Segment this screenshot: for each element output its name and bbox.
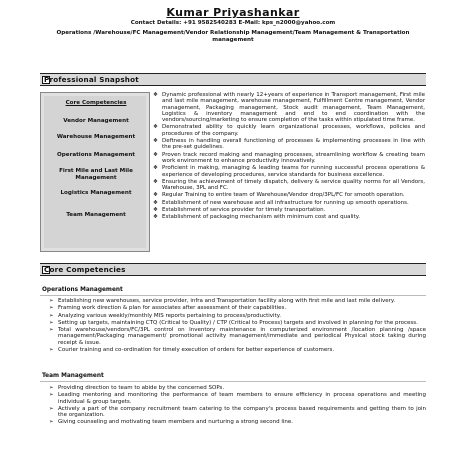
list-item: [49, 327, 426, 346]
list-item: [49, 298, 426, 304]
section-title-rest: ore Competencies: [49, 265, 126, 274]
list-item: [49, 385, 426, 391]
arrow-bullet-icon: ➢: [49, 298, 54, 304]
point-text: Regular Training to entire team of Warehouse/Vendor drop/3PL/FC for smooth operation.: [162, 192, 405, 199]
list-item: [49, 392, 426, 405]
list-item: [153, 165, 425, 178]
point-text: Actively a part of the company recruitment team catering to the company's process based requirements and getting them to join the organization.: [58, 405, 426, 419]
point-text: Ensuring the achievement of timely dispatch, delivery & service quality norms for all Vendors, Warehouse, 3PL and FC.: [162, 178, 425, 192]
arrow-bullet-icon: ➢: [49, 419, 54, 426]
arrow-bullet-icon: ➢: [49, 347, 54, 354]
list-item: [49, 419, 426, 426]
point-text: Demonstrated ability to quickly learn organizational processes, workflows, policies and procedures of the company.: [162, 124, 425, 137]
list-item: [49, 405, 426, 419]
point-text: Framing work direction & plan for associates after assessment of their capabilities.: [58, 305, 287, 312]
point-text: Giving counseling and motivating team members and nurturing a strong second line.: [58, 419, 293, 426]
competency-item: Warehouse Management: [56, 134, 136, 140]
diamond-bullet-icon: ❖: [153, 165, 158, 172]
team-points: [49, 385, 426, 427]
professional-snapshot: [40, 92, 426, 252]
arrow-bullet-icon: ➢: [49, 319, 54, 326]
point-text: Leading mentoring and monitoring the performance of team members to ensure efficiency in process operations and meeting individual & group targets.: [58, 392, 426, 405]
diamond-bullet-icon: ❖: [153, 124, 158, 131]
diamond-bullet-icon: ❖: [153, 178, 158, 185]
section-title: [44, 75, 139, 84]
competency-item: Logistics Management: [60, 190, 132, 196]
list-item: [153, 92, 425, 123]
point-text: Proficient in making, managing & leading teams for running successful process operations & experience of developing procedures, service standards for business excellence.: [162, 165, 425, 178]
list-item: [153, 138, 425, 151]
point-text: Total warehouse/vendors/FC/3PL control on Inventory maintenance in computerized environment /location planning /space management/Packaging management/ promotional activity management/immediate and periodical Physical stock taking during receipt & issue.: [58, 327, 426, 346]
core-competencies-header: [40, 263, 426, 276]
competency-heading: Core Competencies: [65, 100, 127, 106]
diamond-bullet-icon: ❖: [153, 92, 158, 98]
divider: [40, 295, 426, 296]
professional-snapshot-header: [40, 73, 426, 86]
competency-item: Vendor Management: [63, 118, 129, 124]
competency-item: Operations Management: [57, 152, 135, 158]
divider: [40, 381, 426, 382]
list-item: [153, 214, 425, 220]
point-text: Setting up targets, maintaining CTQ (Critical to Quality) / CTP (Critical to Process) targets and involved in planning for the process.: [58, 319, 418, 326]
snapshot-points: [153, 92, 425, 222]
list-item: [153, 179, 425, 192]
arrow-bullet-icon: ➢: [49, 327, 54, 334]
competency-item: First Mile and Last Mile Management: [59, 168, 133, 181]
competency-sidebar-inner: [44, 96, 146, 248]
arrow-bullet-icon: ➢: [49, 392, 54, 399]
section-title-rest: rofessional Snapshot: [49, 75, 139, 84]
profile-headline: Operations /Warehouse/FC Management/Vendor Relationship Management/Team Management & Transportation management: [56, 30, 410, 43]
point-text: Establishment of new warehouse and all infrastructure for running up smooth operations.: [162, 199, 409, 206]
list-item: [153, 124, 425, 137]
diamond-bullet-icon: ❖: [153, 207, 158, 214]
point-text: Dynamic professional with nearly 12+years of experience in Transport management, First mile and last mile management, warehouse management, Fulfillment Centre management, Vendor management, Packaging management, Stock audit management, Team Management, Logistics & inventory management and end to end coordination with the vendors/sourcing/marketing to ensure completion of the tasks within stipulated time frame.: [162, 92, 425, 124]
list-item: [153, 192, 425, 198]
point-text: Analyzing various weekly/monthly MIS reports pertaining to process/productivity.: [58, 312, 281, 319]
diamond-bullet-icon: ❖: [153, 214, 158, 221]
list-item: [49, 319, 426, 326]
competency-sidebar: [40, 92, 150, 252]
point-text: Proven track record making and managing processes, streamlining workflow & creating team work environment to enhance productivity innovatively.: [162, 151, 425, 164]
diamond-bullet-icon: ❖: [153, 138, 158, 145]
point-text: Courier training and co-ordination for timely execution of orders for better experience of customers.: [58, 347, 335, 354]
operations-points: [49, 298, 426, 354]
diamond-bullet-icon: ❖: [153, 151, 158, 158]
point-text: Establishment of packaging mechanism with minimum cost and quality.: [162, 214, 360, 221]
point-text: Providing direction to team to abide by the concerned SOPs.: [58, 385, 225, 391]
list-item: [49, 305, 426, 312]
arrow-bullet-icon: ➢: [49, 312, 54, 319]
list-item: [153, 152, 425, 165]
section-title-initial: C: [44, 265, 50, 274]
list-item: [49, 312, 426, 319]
diamond-bullet-icon: ❖: [153, 192, 158, 199]
candidate-name: Kumar Priyashankar: [166, 6, 300, 19]
contact-details: Contact Details: +91 9582540283 E-Mail: kps_n2000@yahoo.com: [130, 20, 336, 26]
competency-item: Team Management: [66, 212, 126, 218]
list-item: [153, 200, 425, 206]
list-item: [153, 207, 425, 213]
point-text: Deftness in handling overall functioning of processes & implementing processes in line with the pre-set guidelines.: [162, 138, 425, 151]
point-text: Establishment of service provider for timely transportation.: [162, 207, 326, 214]
section-title: [44, 265, 126, 274]
section-title-initial: P: [44, 75, 50, 84]
arrow-bullet-icon: ➢: [49, 305, 54, 312]
diamond-bullet-icon: ❖: [153, 199, 158, 206]
arrow-bullet-icon: ➢: [49, 405, 54, 412]
operations-management-title: Operations Management: [42, 287, 123, 293]
list-item: [49, 347, 426, 354]
arrow-bullet-icon: ➢: [49, 385, 54, 391]
point-text: Establishing new warehouses, service provider, infra and Transportation facility along with first mile and last mile delivery.: [58, 298, 396, 304]
team-management-title: Team Management: [42, 373, 104, 379]
